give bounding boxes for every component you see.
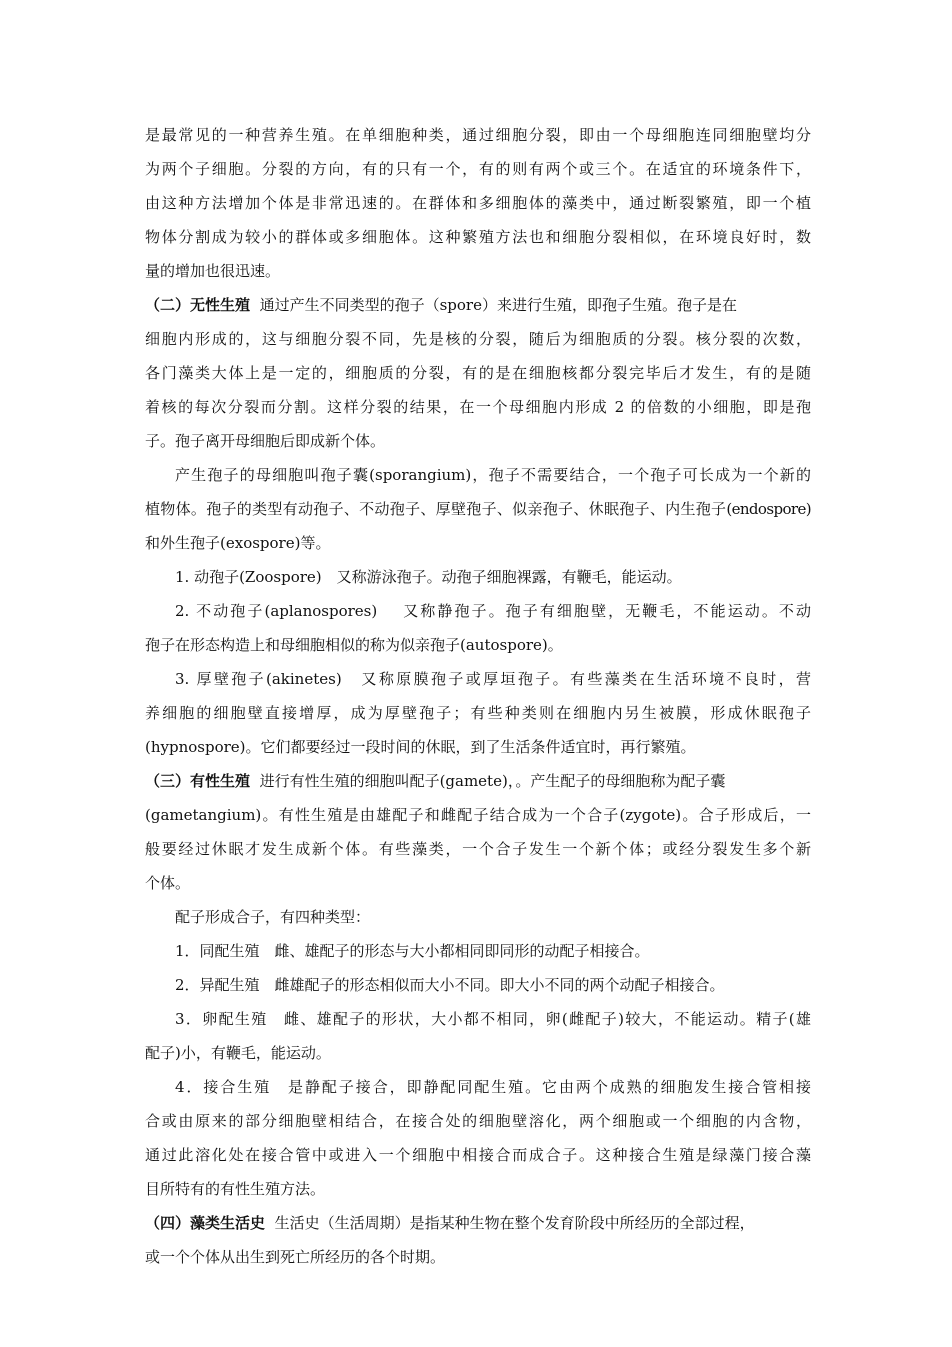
text-line: 各门藻类大体上是一定的，细胞质的分裂，有的是在细胞核都分裂完毕后才发生，有的是随 xyxy=(145,364,811,382)
text-line: 2．异配生殖 雌雄配子的形态相似而大小不同。即大小不同的两个动配子相接合。 xyxy=(175,976,725,994)
text-line: 配子形成合子，有四种类型： xyxy=(175,908,371,926)
section-heading: （四）藻类生活史 xyxy=(145,1214,266,1232)
text-line: 着核的每次分裂而分割。这样分裂的结果，在一个母细胞内形成 2 的倍数的小细胞，即是孢 xyxy=(145,398,811,416)
text-line: 产生孢子的母细胞叫孢子囊(sporangium)，孢子不需要结合，一个孢子可长成为一个新的 xyxy=(175,466,811,484)
text-line: 和外生孢子(exospore)等。 xyxy=(145,534,331,552)
section-heading: （二）无性生殖 xyxy=(145,296,251,314)
text-line: 量的增加也很迅速。 xyxy=(145,262,281,280)
text-line: 物体分割成为较小的群体或多细胞体。这种繁殖方法也和细胞分裂相似，在环境良好时，数 xyxy=(145,228,811,246)
text-line: (gametangium)。有性生殖是由雄配子和雌配子结合成为一个合子(zygote)。合子形成后，一 xyxy=(145,806,811,824)
text-line: 配子)小，有鞭毛，能运动。 xyxy=(145,1044,331,1062)
text-line: 合或由原来的部分细胞壁相结合，在接合处的细胞壁溶化，两个细胞或一个细胞的内含物， xyxy=(145,1112,811,1130)
text-line: 目所特有的有性生殖方法。 xyxy=(145,1180,326,1198)
text-line: 是最常见的一种营养生殖。在单细胞种类，通过细胞分裂，即由一个母细胞连同细胞壁均分 xyxy=(145,126,811,144)
text-line: 进行有性生殖的细胞叫配子(gamete)，。产生配子的母细胞称为配子囊 xyxy=(259,772,726,790)
section-heading: （三）有性生殖 xyxy=(145,772,251,790)
text-line: 或一个个体从出生到死亡所经历的各个时期。 xyxy=(145,1248,446,1266)
text-line: 1. 动孢子(Zoospore) 又称游泳孢子。动孢子细胞裸露，有鞭毛，能运动。 xyxy=(175,568,682,586)
text-line: 般要经过休眠才发生成新个体。有些藻类，一个合子发生一个新个体；或经分裂发生多个新 xyxy=(145,840,811,858)
text-line: (hypnospore)。它们都要经过一段时间的休眠，到了生活条件适宜时，再行繁殖。 xyxy=(145,738,696,756)
text-line: 为两个子细胞。分裂的方向，有的只有一个，有的则有两个或三个。在适宜的环境条件下， xyxy=(145,160,811,178)
text-line: 植物体。孢子的类型有动孢子、不动孢子、厚壁孢子、似亲孢子、休眠孢子、内生孢子(endospore) xyxy=(145,500,811,518)
text-line: 3. 厚壁孢子(akinetes) 又称原膜孢子或厚垣孢子。有些藻类在生活环境不良时，营 xyxy=(175,670,811,688)
text-line: 2. 不动孢子(aplanospores) 又称静孢子。孢子有细胞壁，无鞭毛，不能运动。不动 xyxy=(175,602,811,620)
text-line: 通过此溶化处在接合管中或进入一个细胞中相接合而成合子。这种接合生殖是绿藻门接合藻 xyxy=(145,1146,811,1164)
text-line: 养细胞的细胞壁直接增厚，成为厚壁孢子；有些种类则在细胞内另生被膜，形成休眠孢子 xyxy=(145,704,811,722)
text-line: 4．接合生殖 是静配子接合，即静配同配生殖。它由两个成熟的细胞发生接合管相接 xyxy=(175,1078,811,1096)
text-line: 3．卵配生殖 雌、雄配子的形状，大小都不相同，卵(雌配子)较大，不能运动。精子(雄 xyxy=(175,1010,811,1028)
text-line: 由这种方法增加个体是非常迅速的。在群体和多细胞体的藻类中，通过断裂繁殖，即一个植 xyxy=(145,194,811,212)
text-line: 子。孢子离开母细胞后即成新个体。 xyxy=(145,432,386,450)
section-line xyxy=(145,1208,811,1238)
text-line: 细胞内形成的，这与细胞分裂不同，先是核的分裂，随后为细胞质的分裂。核分裂的次数， xyxy=(145,330,811,348)
text-line: 通过产生不同类型的孢子（spore）来进行生殖，即孢子生殖。孢子是在 xyxy=(259,296,737,314)
section-line xyxy=(145,290,811,320)
text-line: 生活史（生活周期）是指某种生物在整个发育阶段中所经历的全部过程， xyxy=(274,1214,755,1232)
text-line: 1．同配生殖 雌、雄配子的形态与大小都相同即同形的动配子相接合。 xyxy=(175,942,650,960)
text-line: 个体。 xyxy=(145,874,191,892)
section-line xyxy=(145,766,811,796)
text-line: 孢子在形态构造上和母细胞相似的称为似亲孢子(autospore)。 xyxy=(145,636,563,654)
